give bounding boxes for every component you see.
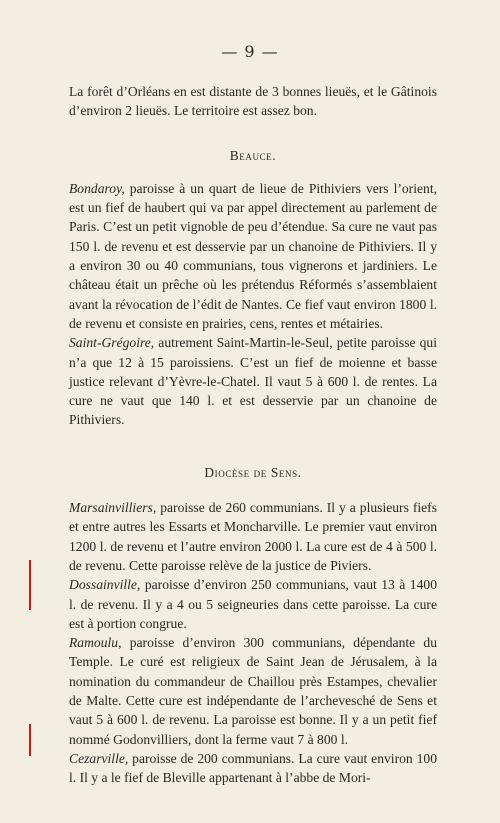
place-name: Ramoulu, <box>69 635 122 651</box>
place-name: Cezarville, <box>69 750 129 766</box>
entry-bondaroy <box>69 179 437 333</box>
red-margin-marker <box>29 560 31 610</box>
entry-text: paroisse de 200 communians. La cure vaut environ 100 l. Il y a le fief de Bleville appartenant à l’abbe de Mori- <box>69 750 437 786</box>
intro-paragraph <box>69 82 437 121</box>
entry-marsainvilliers <box>69 498 437 575</box>
entry-dossainville <box>69 575 437 633</box>
intro-text: La forêt d’Orléans en est distante de 3 bonnes lieuës, et le Gâtinois d’environ 2 lieuës. Le territoire est assez bon. <box>69 84 437 119</box>
entry-cezarville <box>69 749 437 788</box>
entry-text: autrement Saint-Martin-le-Seul, petite paroisse qui n’a que 12 à 15 paroissiens. C’est un fief de moienne et basse justice relevant d’Yèvre-le-Chatel. Il vaut 5 à 600 l. de rentes. La cure ne vaut que 140 l. et est desservie par un chanoine de Pithiviers. <box>69 335 437 428</box>
place-name: Dossainville, <box>69 577 141 593</box>
page-body <box>69 82 437 788</box>
entry-saint-gregoire <box>69 333 437 429</box>
place-name: Marsainvilliers, <box>69 500 157 516</box>
entry-text: paroisse d’environ 300 communians, dépendante du Temple. Le curé est religieux de Saint Jean de Jérusalem, à la nomination du commandeur de Chaillou près Estampes, chevalier de Malte. Cette cure est indépendante de l’archevesché de Sens et vaut 5 à 600 l. de revenu. La paroisse est bonne. Il y a un petit fief nommé Godonvilliers, dont la ferme vaut 7 à 800 l. <box>69 635 437 747</box>
section-heading-sens: Diocèse de Sens. <box>204 464 302 480</box>
place-name: Saint-Grégoire, <box>69 335 155 351</box>
entry-text: paroisse à un quart de lieue de Pithiviers vers l’orient, est un fief de haubert qui va par appel directement au parlement de Paris. C’est un petit vignoble de peu d’étendue. Sa cure ne vaut pas 150 l. de revenu et est desservie par un chanoine de Pithiviers. Il y a environ 30 ou 40 communians, tous vignerons et jardiniers. Le château était un prêche où les prétendus Réformés s’assemblaient avant la révocation de l’édit de Nantes. Ce fief vaut environ 1800 l. de revenu et consiste en prairies, cens, rentes et métairies. <box>69 180 437 331</box>
entry-text: paroisse de 260 communians. Il y a plusieurs fiefs et entre autres les Essarts et Moncharville. Le premier vaut environ 1200 l. de revenu et l’autre environ 2000 l. La cure est de 4 à 500 l. de revenu. Cette paroisse relève de la justice de Piviers. <box>69 500 437 573</box>
red-margin-marker <box>29 724 31 756</box>
page-number: — 9 — <box>221 42 279 61</box>
section-heading-beauce: Beauce. <box>229 147 277 163</box>
place-name: Bondaroy, <box>69 180 125 196</box>
entry-ramoulu <box>69 633 437 749</box>
entry-text: paroisse d’environ 250 communians, vaut 13 à 1400 l. de revenu. Il y a 4 ou 5 seigneuries dans cette paroisse. La cure est à portion congrue. <box>69 577 437 631</box>
